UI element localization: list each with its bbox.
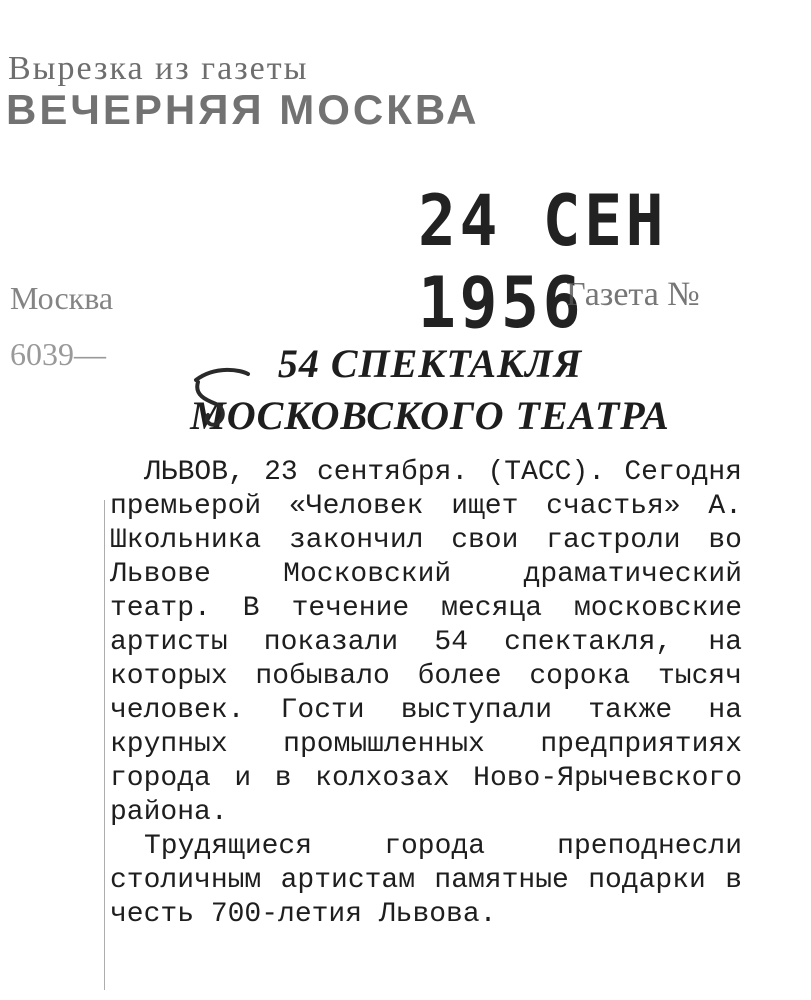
date-stamp: 24 СЕН 1956 (418, 180, 668, 344)
pencil-mark-icon (186, 360, 266, 430)
code-stamp: 6039— (10, 336, 106, 372)
article-body (110, 456, 742, 932)
article-title-line1: 54 СПЕКТАКЛЯ (277, 341, 583, 386)
margin-rule (104, 500, 105, 990)
clipping-source-label: Вырезка из газеты (8, 50, 309, 87)
gazette-number-label: Газета № (566, 276, 700, 313)
article-title-line2: МОСКОВСКОГО ТЕАТРА (190, 393, 670, 438)
newspaper-name: ВЕЧЕРНЯЯ МОСКВА (6, 86, 480, 133)
article-paragraph: ЛЬВОВ, 23 сентября. (ТАСС). Сегодня премьерой «Человек ищет счастья» А. Школьника закончил свои гастроли во Львове Московский драматический театр. В течение месяца московские артисты показали 54 спектакля, на которых побывало более сорока тысяч человек. Гости выступали также на крупных промышленных предприятиях города и в колхозах Ново-Ярычевского района. (110, 457, 742, 828)
city-stamp: Москва (10, 280, 114, 316)
article-paragraph: Трудящиеся города преподнесли столичным артистам памятные подарки в честь 700-летия Львова. (110, 831, 742, 930)
